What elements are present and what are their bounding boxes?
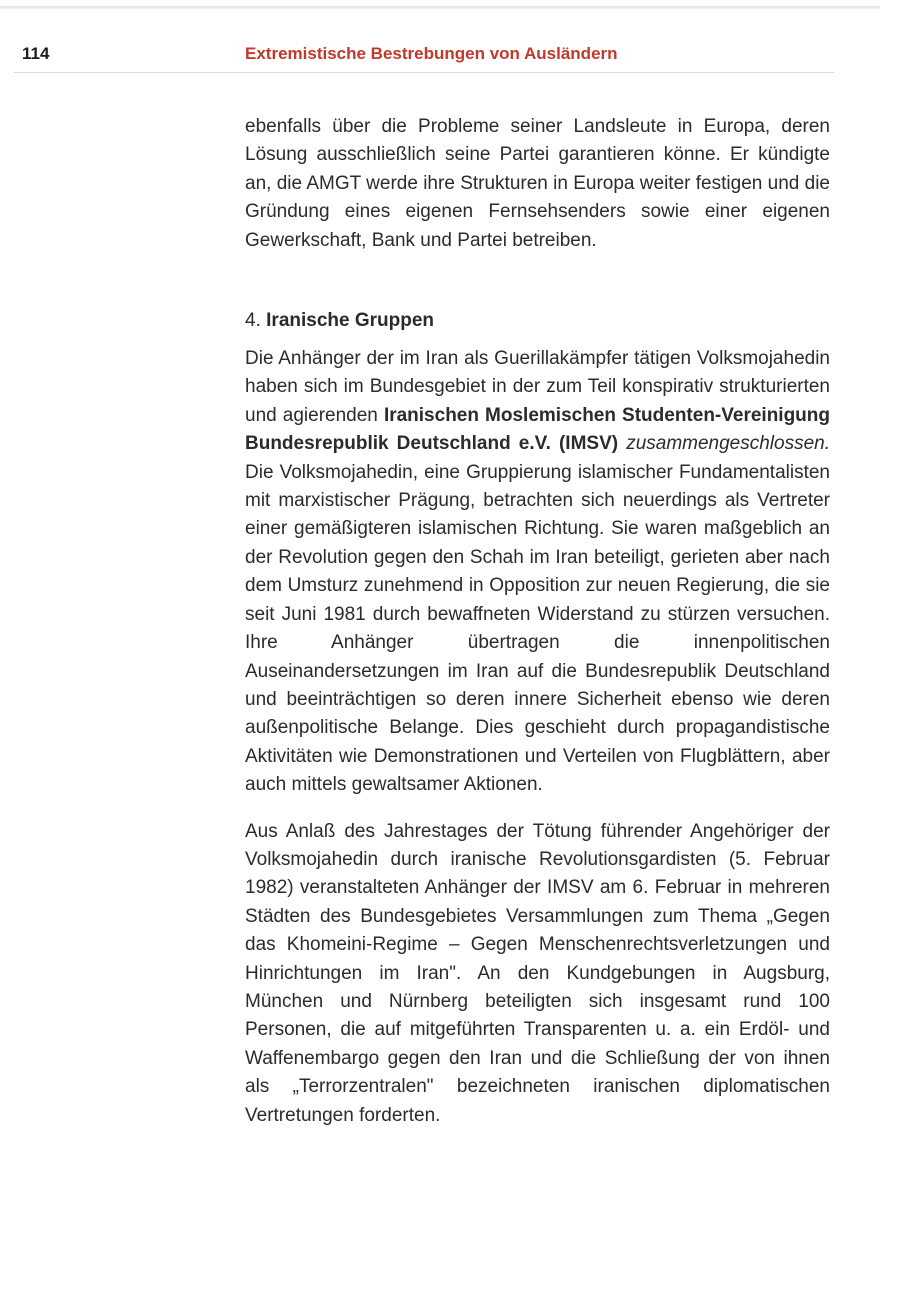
running-title: Extremistische Bestrebungen von Ausländern [245,44,618,63]
paragraph-text-after: Die Volksmojahedin, eine Gruppierung islamischer Fundamentalisten mit marxistischer Prägung, betrachten sich neuerdings als Vertreter einer gemäßigteren islamischen Richtung. Sie waren maßgeblich an der Revolution gegen den Schah im Iran beteiligt, gerieten aber nach dem Umsturz zunehmend in Opposition zur neuen Regierung, die sie seit Juni 1981 durch bewaffneten Widerstand zu stürzen versuchen. Ihre Anhänger übertragen die innenpolitischen Auseinandersetzungen im Iran auf die Bundesrepublik Deutschland und beeinträchtigen so deren innere Sicherheit ebenso wie deren außenpolitische Belange. Dies geschieht durch propagandistische Aktivitäten wie Demonstrationen und Verteilen von Flugblättern, aber auch mittels gewaltsamer Aktionen. [245,461,830,796]
section-heading [245,307,830,335]
section-title: Iranische Gruppen [266,310,435,332]
top-scan-rule [0,6,880,9]
section-number: 4. [245,310,261,332]
paragraph-anniversary: Aus Anlaß des Jahrestages der Tötung führender Angehöriger der Volksmojahedin durch iranische Revolutionsgardisten (5. Februar 1982) veranstalteten Anhänger der IMSV am 6. Februar in mehreren Städten des Bundesgebietes Versammlungen zum Thema „Gegen das Khomeini-Regime – Gegen Menschenrechtsverletzungen und Hinrichtungen im Iran". An den Kundgebungen in Augsburg, München und Nürnberg beteiligten sich insgesamt rund 100 Personen, die auf mitgeführten Transparenten u. a. ein Erdöl- und Waffenembargo gegen den Iran und die Schließung der von ihnen als „Terrorzentralen" bezeichneten iranischen diplomatischen Vertretungen forderten. [245,820,830,1126]
paragraph-iranian-groups [245,345,830,800]
italic-text: zusammengeschlossen. [626,433,831,455]
paragraph-text-before: Die Anhänger der im Iran als Guerillakämpfer tätigen Volksmojahedin haben sich im Bundesgebiet in der zum Teil konspirativ strukturierten und agierenden [245,348,830,426]
page-number: 114 [22,44,50,63]
header-divider [14,72,834,73]
page-header [0,44,900,74]
page-body [245,113,830,1130]
intro-paragraph: ebenfalls über die Probleme seiner Landsleute in Europa, deren Lösung ausschließlich seine Partei garantieren könne. Er kündigte an, die AMGT werde ihre Strukturen in Europa weiter festigen und die Gründung eines eigenen Fernsehsenders sowie einer eigenen Gewerkschaft, Bank und Partei betreiben. [245,116,830,251]
organization-name: Iranischen Moslemischen Studenten-Vereinigung Bundesrepublik Deutschland e.V. (IMSV) [245,404,831,455]
